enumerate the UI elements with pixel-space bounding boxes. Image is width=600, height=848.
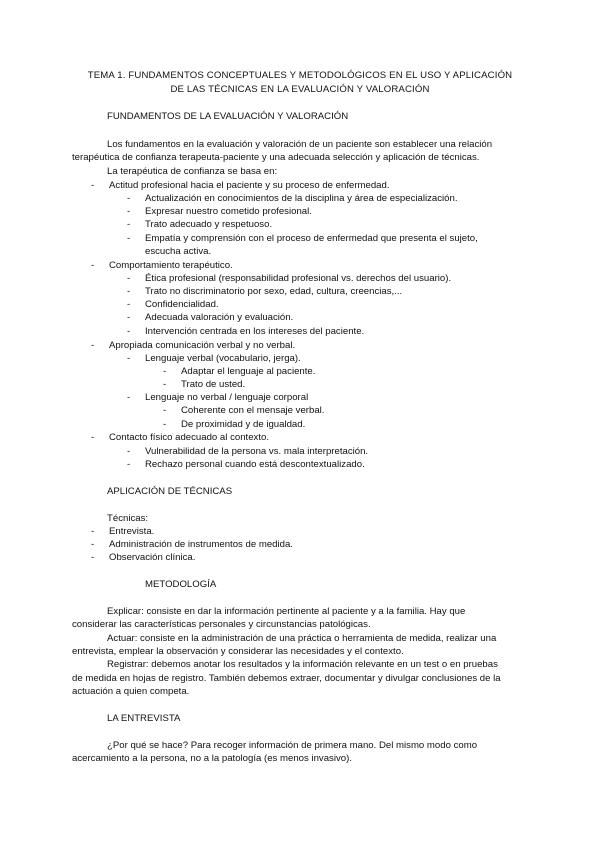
- list-item: Actitud profesional hacia el paciente y su proceso de enfermedad.: [109, 180, 390, 191]
- paragraph-line: Los fundamentos en la evaluación y valoración de un paciente son establecer una relación: [107, 139, 493, 150]
- bullet-marker: -: [91, 539, 95, 550]
- bullet-marker: -: [127, 459, 131, 470]
- section-heading-fundamentos: FUNDAMENTOS DE LA EVALUACIÓN Y VALORACIÓN: [107, 111, 349, 122]
- paragraph-line: acercamiento a la persona, no a la patología (es menos invasivo).: [72, 753, 352, 764]
- bullet-marker: -: [127, 353, 131, 364]
- document-title-line-1: TEMA 1. FUNDAMENTOS CONCEPTUALES Y METODOLÓGICOS EN EL USO Y APLICACIÓN: [87, 70, 513, 81]
- list-item: Actualización en conocimientos de la disciplina y área de especialización.: [145, 193, 458, 204]
- bullet-marker: -: [163, 366, 167, 377]
- list-item: Entrevista.: [109, 526, 155, 537]
- bullet-marker: -: [91, 552, 95, 563]
- section-heading-entrevista: LA ENTREVISTA: [107, 713, 181, 724]
- list-item: Comportamiento terapéutico.: [109, 260, 233, 271]
- paragraph-line: ¿Por qué se hace? Para recoger información de primera mano. Del mismo modo como: [107, 740, 478, 751]
- list-item: Adaptar el lenguaje al paciente.: [181, 366, 316, 377]
- bullet-marker: -: [127, 392, 131, 403]
- list-item: Intervención centrada en los intereses del paciente.: [145, 326, 365, 337]
- bullet-marker: -: [91, 526, 95, 537]
- bullet-marker: -: [127, 206, 131, 217]
- list-item: Trato adecuado y respetuoso.: [145, 219, 273, 230]
- list-item: Adecuada valoración y evaluación.: [145, 312, 294, 323]
- paragraph-line: Técnicas:: [107, 513, 149, 524]
- list-item: Empatía y comprensión con el proceso de enfermedad que presenta el sujeto,: [145, 233, 478, 244]
- list-item: De proximidad y de igualdad.: [181, 419, 306, 430]
- paragraph-line: Actuar: consiste en la administración de una práctica o herramienta de medida, realizar una: [107, 633, 497, 644]
- list-item: Rechazo personal cuando está descontextualizado.: [145, 459, 365, 470]
- paragraph-line: entrevista, emplear la observación y considerar las necesidades y el contexto.: [72, 646, 404, 657]
- bullet-marker: -: [127, 326, 131, 337]
- section-heading-metodologia: METODOLOGÍA: [145, 579, 217, 590]
- bullet-marker: -: [127, 312, 131, 323]
- list-item: Administración de instrumentos de medida.: [109, 539, 293, 550]
- bullet-marker: -: [91, 340, 95, 351]
- list-item: Lenguaje no verbal / lenguaje corporal: [145, 392, 309, 403]
- bullet-marker: -: [127, 233, 131, 244]
- paragraph-line: terapéutica de confianza terapeuta-paciente y una adecuada selección y aplicación de técnicas.: [72, 152, 480, 163]
- list-item: Apropiada comunicación verbal y no verbal.: [109, 340, 296, 351]
- bullet-marker: -: [127, 219, 131, 230]
- bullet-marker: -: [127, 286, 131, 297]
- list-item-continuation: escucha activa.: [145, 246, 212, 257]
- bullet-marker: -: [127, 299, 131, 310]
- bullet-marker: -: [91, 180, 95, 191]
- paragraph-line: actuación a quien competa.: [72, 686, 190, 697]
- paragraph-line: La terapéutica de confianza se basa en:: [107, 166, 278, 177]
- list-item: Trato no discriminatorio por sexo, edad, cultura, creencias,...: [145, 286, 403, 297]
- bullet-marker: -: [127, 273, 131, 284]
- paragraph-line: considerar las características personales y circunstancias patológicas.: [72, 619, 371, 630]
- list-item: Expresar nuestro cometido profesional.: [145, 206, 312, 217]
- list-item: Observación clínica.: [109, 552, 196, 563]
- document-title-line-2: DE LAS TÉCNICAS EN LA EVALUACIÓN Y VALORACIÓN: [170, 84, 430, 95]
- bullet-marker: -: [163, 379, 167, 390]
- list-item: Ética profesional (responsabilidad profesional vs. derechos del usuario).: [145, 273, 452, 284]
- paragraph-line: Registrar: debemos anotar los resultados y la información relevante en un test o en pruebas: [107, 659, 498, 670]
- list-item: Contacto físico adecuado al contexto.: [109, 432, 269, 443]
- paragraph-line: Explicar: consiste en dar la información pertinente al paciente y a la familia. Hay que: [107, 606, 466, 617]
- list-item: Lenguaje verbal (vocabulario, jerga).: [145, 353, 301, 364]
- bullet-marker: -: [127, 446, 131, 457]
- bullet-marker: -: [163, 405, 167, 416]
- bullet-marker: -: [91, 432, 95, 443]
- section-heading-aplicacion: APLICACIÓN DE TÉCNICAS: [107, 486, 233, 497]
- paragraph-line: de medida en hojas de registro. También debemos extraer, documentar y divulgar conclusiones de la: [72, 673, 501, 684]
- list-item: Trato de usted.: [181, 379, 246, 390]
- bullet-marker: -: [163, 419, 167, 430]
- bullet-marker: -: [127, 193, 131, 204]
- bullet-marker: -: [91, 260, 95, 271]
- list-item: Coherente con el mensaje verbal.: [181, 405, 325, 416]
- list-item: Confidencialidad.: [145, 299, 219, 310]
- list-item: Vulnerabilidad de la persona vs. mala interpretación.: [145, 446, 369, 457]
